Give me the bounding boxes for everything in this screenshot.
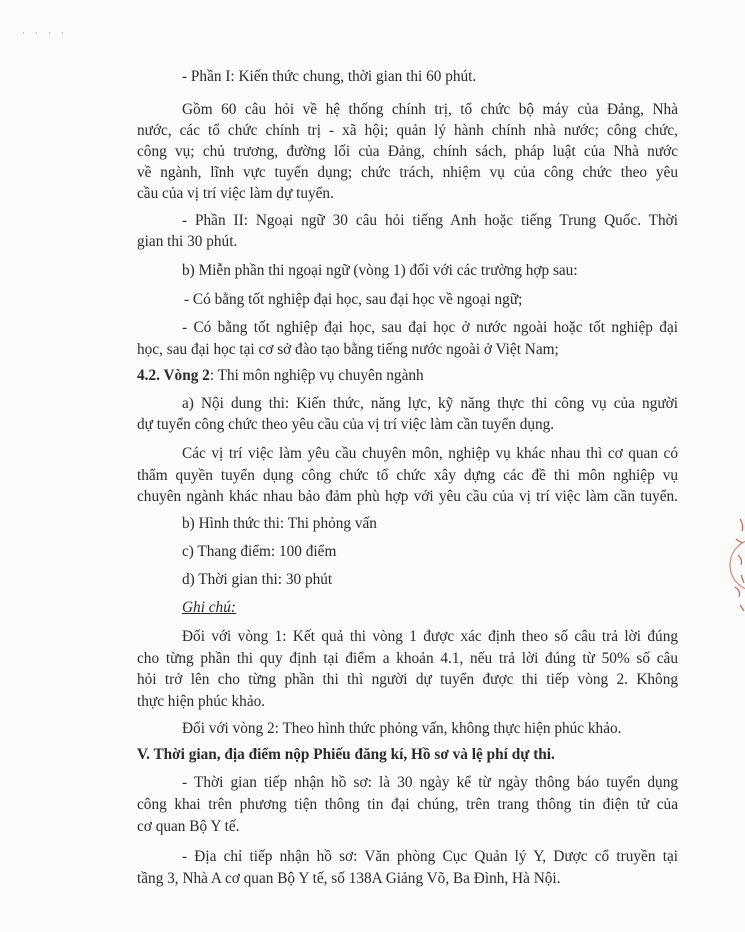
note-round1-line: hỏi trở lên cho từng phần thi thì người dự tuyển được thi tiếp vòng 2. Không xyxy=(137,671,678,688)
note-round1-line: thực hiện phúc khảo. xyxy=(137,693,266,710)
submission-time-line: công khai trên phương tiện thông tin đại chúng, trên trang thông tin điện tử của xyxy=(137,796,678,813)
part1-desc-line: nước, các tổ chức chính trị - xã hội; quản lý hành chính nhà nước; công chức, xyxy=(137,122,678,139)
exemption-item: học, sau đại học tại cơ sở đào tạo bằng tiếng nước ngoài ở Việt Nam; xyxy=(137,341,559,358)
part1-desc-line: công vụ; chủ trương, đường lối của Đảng, chính sách, pháp luật của Nhà nước xyxy=(137,143,678,160)
round2-positions-line: thẩm quyền tuyển dụng công chức tổ chức xây dựng các đề thi môn nghiệp vụ xyxy=(137,467,678,484)
round2-content-line: a) Nội dung thi: Kiến thức, năng lực, kỹ năng thực thi công vụ của người xyxy=(182,395,678,412)
note-round1-line: cho từng phần thi quy định tại điểm a khoản 4.1, nếu trả lời đúng từ 50% số câu xyxy=(137,650,678,667)
round2-positions-line: Các vị trí việc làm yêu cầu chuyên môn, nghiệp vụ khác nhau thì cơ quan có xyxy=(182,445,678,462)
round2-heading xyxy=(137,366,678,385)
scan-specks: ···· xyxy=(22,28,74,38)
part1-desc-line: Gồm 60 câu hỏi về hệ thống chính trị, tổ chức bộ máy của Đảng, Nhà xyxy=(182,101,678,118)
part1-desc-line: cầu của vị trí việc làm dự tuyển. xyxy=(137,185,334,202)
part1-heading: - Phần I: Kiến thức chung, thời gian thi 60 phút. xyxy=(182,68,477,85)
part2-line: gian thi 30 phút. xyxy=(137,233,238,250)
exam-format: b) Hình thức thi: Thi phỏng vấn xyxy=(182,515,377,532)
round2-positions-line: chuyên ngành khác nhau bảo đảm phù hợp với yêu cầu của vị trí việc làm cần tuyển. xyxy=(137,488,678,505)
part1-desc-line: về ngành, lĩnh vực tuyển dụng; chức trách, nhiệm vụ của công chức theo yêu xyxy=(137,164,678,181)
section-v-heading: V. Thời gian, địa điểm nộp Phiếu đăng kí, Hồ sơ và lệ phí dự thi. xyxy=(137,746,555,763)
exam-duration: d) Thời gian thi: 30 phút xyxy=(182,571,333,588)
part2-line: - Phần II: Ngoại ngữ 30 câu hỏi tiếng Anh hoặc tiếng Trung Quốc. Thời xyxy=(182,212,678,229)
submission-address-line: - Địa chỉ tiếp nhận hồ sơ: Văn phòng Cục Quản lý Y, Dược cổ truyền tại xyxy=(182,848,678,865)
exam-score: c) Thang điểm: 100 điểm xyxy=(182,543,337,560)
exemption-heading: b) Miễn phần thi ngoại ngữ (vòng 1) đối với các trường hợp sau: xyxy=(182,262,578,279)
note-heading: Ghi chú: xyxy=(182,599,236,616)
red-stamp-fragment-icon xyxy=(726,505,745,625)
round2-content-line: dự tuyển công chức theo yêu cầu của vị trí việc làm cần tuyển dụng. xyxy=(137,416,555,433)
submission-time-line: cơ quan Bộ Y tế. xyxy=(137,818,240,835)
round2-heading-bold: 4.2. Vòng 2 xyxy=(137,367,210,384)
note-round1-line: Đối với vòng 1: Kết quả thi vòng 1 được xác định theo số câu trả lời đúng xyxy=(182,628,678,645)
exemption-item: - Có bằng tốt nghiệp đại học, sau đại học về ngoại ngữ; xyxy=(184,291,523,308)
exemption-item: - Có bằng tốt nghiệp đại học, sau đại học ở nước ngoài hoặc tốt nghiệp đại xyxy=(182,319,678,336)
submission-time-line: - Thời gian tiếp nhận hồ sơ: là 30 ngày kể từ ngày thông báo tuyển dụng xyxy=(182,774,678,791)
submission-address-line: tầng 3, Nhà A cơ quan Bộ Y tế, số 138A Giảng Võ, Ba Đình, Hà Nội. xyxy=(137,870,561,887)
round2-heading-text: : Thi môn nghiệp vụ chuyên ngành xyxy=(209,367,424,384)
note-round2: Đối với vòng 2: Theo hình thức phỏng vấn, không thực hiện phúc khảo. xyxy=(182,720,622,737)
